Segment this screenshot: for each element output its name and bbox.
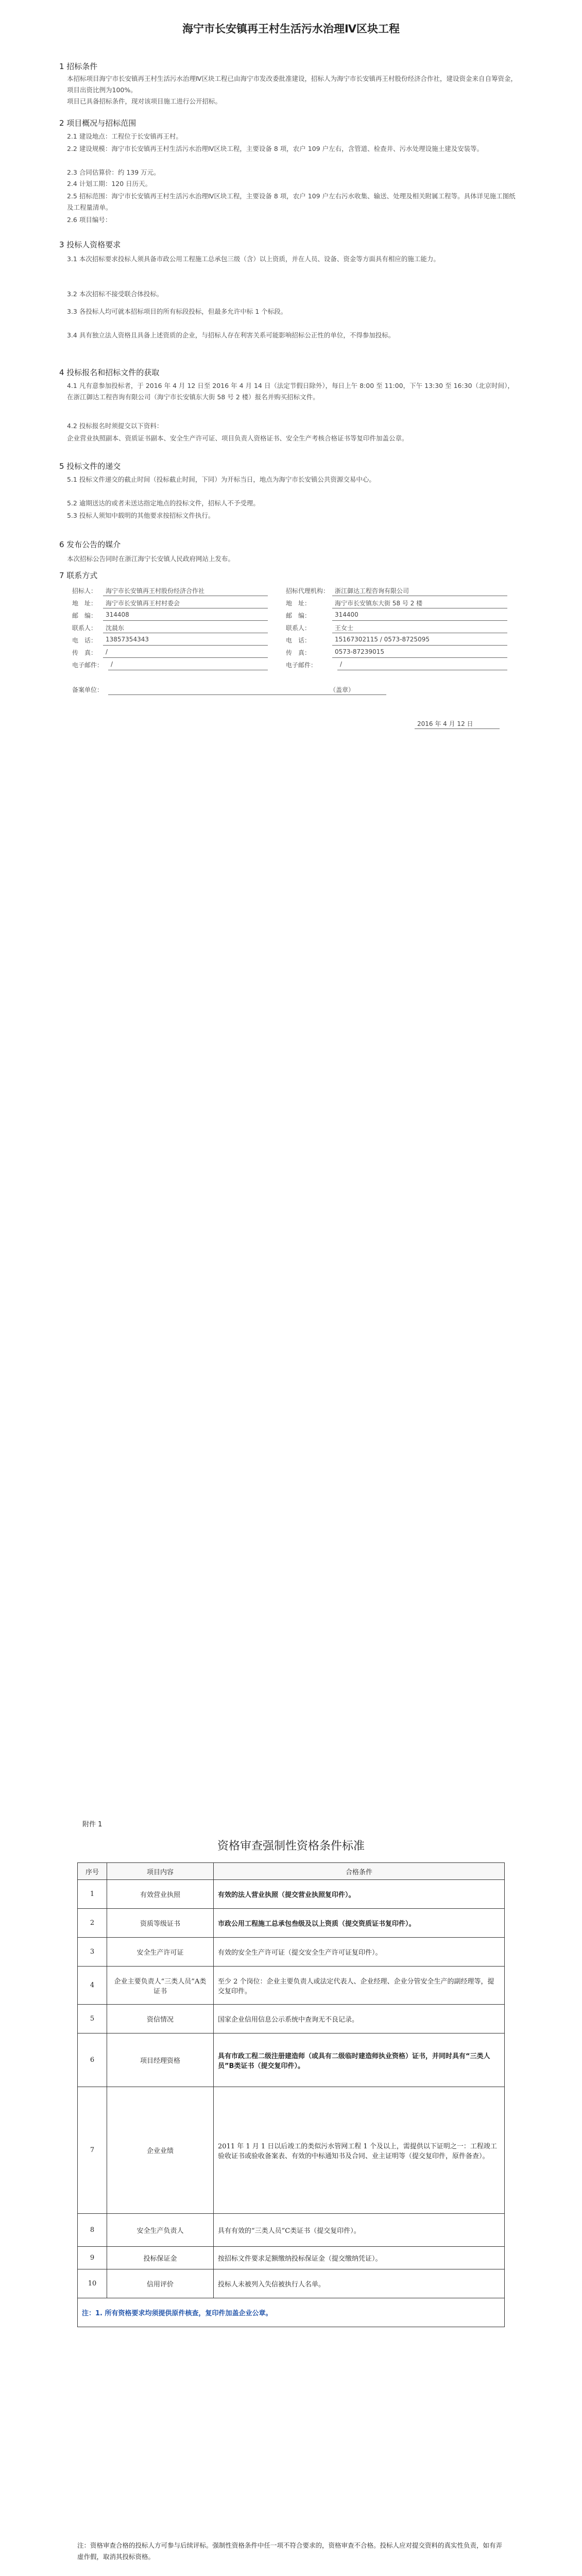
cell-item: 信用评价 [107, 2269, 214, 2298]
cell-item: 安全生产许可证 [107, 1938, 214, 1967]
section-5-text-2: 5.2 逾期送达的或者未送达指定地点的投标文件，招标人不予受理。 [67, 499, 260, 507]
table-row [78, 1880, 505, 1909]
cell-condition: 按招标文件要求足额缴纳投标保证金（提交缴纳凭证）。 [214, 2247, 505, 2269]
table-header-row [78, 1863, 505, 1880]
section-3-heading: 3 投标人资格要求 [59, 240, 121, 249]
header-cell: 序号 [78, 1863, 107, 1880]
cell-condition: 具有市政工程二级注册建造师（或具有二级临时建造师执业资格）证书，并同时具有“三类人员”B类证书（提交复印件）。 [214, 2033, 505, 2087]
cell-item: 资信情况 [107, 2005, 214, 2033]
section-1-text-2: 项目已具备招标条件，现对该项目施工进行公开招标。 [67, 97, 222, 105]
cell-no: 9 [78, 2247, 107, 2269]
contact-label: 电 话： [72, 637, 97, 644]
section-2-item: 2.1 建设地点：工程位于长安镇再王村。 [67, 132, 182, 140]
cell-condition: 至少 2 个岗位：企业主要负责人或法定代表人、企业经理、企业分管安全生产的副经理等，提交复印件。 [214, 1967, 505, 2005]
cell-condition: 国家企业信用信息公示系统中查询无不良记录。 [214, 2005, 505, 2033]
cell-condition: 投标人未被列入失信被执行人名单。 [214, 2269, 505, 2298]
table-row [78, 2087, 505, 2214]
section-5-heading: 5 投标文件的递交 [59, 462, 121, 471]
contact-label: 电子邮件： [286, 662, 317, 669]
contact-value: 海宁市长安镇东大街 58 号 2 楼 [335, 600, 423, 607]
contact-value: 海宁市长安镇再王村股份经济合作社 [106, 587, 205, 595]
cell-item: 企业主要负责人“三类人员”A类证书 [107, 1967, 214, 2005]
section-2-item: 2.2 建设规模：海宁市长安镇再王村生活污水治理Ⅳ区块工程，主要设备 8 项，农户 109 户左右，含管道、检查井、污水处理设施土建及安装等。 [67, 145, 484, 152]
contact-value: / [340, 660, 343, 668]
cell-condition: 有效的安全生产许可证（提交安全生产许可证复印件）。 [214, 1938, 505, 1967]
cell-no: 4 [78, 1967, 107, 2005]
contact-value: 沈晨东 [106, 624, 125, 632]
cell-condition: 市政公用工程施工总承包叁级及以上资质（提交资质证书复印件）。 [214, 1909, 505, 1938]
section-7-heading: 7 联系方式 [59, 571, 98, 580]
cell-condition: 2011 年 1 月 1 日以后竣工的类似污水管网工程 1 个及以上，需提供以下证明之一：工程竣工验收证书或验收备案表、有效的中标通知书及合同、业主证明等（提交复印件，原件备查）。 [214, 2087, 505, 2214]
appendix-label: 附件 1 [82, 1821, 102, 1828]
contact-label: 传 真： [72, 649, 97, 656]
contact-value: 13857354343 [106, 636, 149, 643]
contact-label: 地 址： [286, 600, 311, 607]
contact-value: / [111, 660, 113, 668]
section-4-heading: 4 投标报名和招标文件的获取 [59, 368, 160, 377]
section-3-item: 3.3 各投标人均可就本招标项目的所有标段投标，但最多允许中标 1 个标段。 [67, 308, 287, 315]
cell-no: 8 [78, 2214, 107, 2247]
section-3-item: 3.2 本次招标不接受联合体投标。 [67, 290, 163, 298]
section-6-text: 本次招标公告同时在浙江海宁长安镇人民政府网站上发布。 [67, 555, 235, 563]
cell-item: 资质等级证书 [107, 1909, 214, 1938]
section-5-text: 5.1 投标文件递交的截止时间（投标截止时间，下同）为开标当日，地点为海宁市长安镇公共资源交易中心。 [67, 476, 375, 483]
table-row [78, 2005, 505, 2033]
cell-no: 3 [78, 1938, 107, 1967]
section-2-heading: 2 项目概况与招标范围 [59, 118, 136, 128]
cell-no: 6 [78, 2033, 107, 2087]
cell-no: 5 [78, 2005, 107, 2033]
contact-label: 电子邮件： [72, 662, 104, 669]
contact-value: 王女士 [335, 624, 354, 632]
header-cell: 项目内容 [107, 1863, 214, 1880]
contact-label: 招标人： [72, 587, 97, 595]
table-row [78, 1938, 505, 1967]
cell-no: 10 [78, 2269, 107, 2298]
table-row [78, 2247, 505, 2269]
contact-label: 招标代理机构： [286, 587, 330, 595]
section-4-text: 4.1 凡有意参加投标者，于 2016 年 4 月 12 日至 2016 年 4 月 14 日（法定节假日除外），每日上午 8:00 至 11:00，下午 13:30 至 16:30（北京时间），在浙江御达工程咨询有限公司（海宁市长安镇东大街 58 号 2 楼）报名并购买招标文件。 [67, 382, 514, 401]
cell-no: 1 [78, 1880, 107, 1909]
section-3-item: 3.1 本次招标要求投标人须具备市政公用工程施工总承包三级（含）以上资质，并在人员、设备、资金等方面具有相应的施工能力。 [67, 255, 440, 263]
section-2-item: 2.3 合同估算价：约 139 万元。 [67, 168, 160, 176]
table-row [78, 2269, 505, 2298]
signing-date: 2016 年 4 月 12 日 [417, 720, 473, 727]
page-title: 海宁市长安镇再王村生活污水治理Ⅳ区块工程 [182, 23, 400, 35]
contact-value: 浙江御达工程咨询有限公司 [335, 587, 409, 595]
cell-no: 2 [78, 1909, 107, 1938]
contact-value: 314408 [106, 611, 129, 618]
section-2-item: 2.6 项目编号： [67, 216, 112, 224]
table-row [78, 2214, 505, 2247]
contact-value: 0573-87239015 [335, 648, 384, 655]
contact-label: 地 址： [72, 600, 97, 607]
table-footnote: 注：1. 所有资格要求均须提供原件核查，复印件加盖企业公章。 [78, 2298, 505, 2327]
contact-label: 邮 编： [286, 612, 311, 619]
contact-value: / [106, 648, 108, 655]
record-label: 备案单位： [72, 686, 104, 693]
record-stamp-text: （盖章） [330, 686, 355, 693]
section-6-heading: 6 发布公告的媒介 [59, 540, 121, 549]
table-row [78, 1967, 505, 2005]
table-row [78, 2033, 505, 2087]
cell-condition: 具有有效的“三类人员”C类证书（提交复印件）。 [214, 2214, 505, 2247]
section-3-item: 3.4 具有独立法人资格且具备上述资质的企业，与招标人存在利害关系可能影响招标公正性的单位，不得参加投标。 [67, 331, 395, 339]
appendix-note: 注：资格审查合格的投标人方可参与后续评标。强制性资格条件中任一项不符合要求的，资格审查不合格。投标人应对提交资料的真实性负责，如有弄虚作假，取消其投标资格。 [77, 2541, 503, 2561]
section-1-heading: 1 招标条件 [59, 62, 98, 71]
section-4-text-2: 4.2 投标报名时须提交以下资料： [67, 422, 163, 430]
cell-item: 安全生产负责人 [107, 2214, 214, 2247]
contact-label: 联系人： [286, 624, 311, 632]
requirements-table [77, 1862, 505, 2327]
appendix-title: 资格审查强制性资格条件标准 [217, 1840, 365, 1853]
cell-condition: 有效的法人营业执照（提交营业执照复印件）。 [214, 1880, 505, 1909]
contact-label: 电 话： [286, 637, 311, 644]
section-2-item: 2.4 计划工期：120 日历天。 [67, 180, 152, 188]
contact-label: 联系人： [72, 624, 97, 632]
header-cell: 合格条件 [214, 1863, 505, 1880]
table-row [78, 1909, 505, 1938]
contact-label: 传 真： [286, 649, 311, 656]
contact-label: 邮 编： [72, 612, 97, 619]
contact-value: 15167302115 / 0573-8725095 [335, 636, 430, 643]
cell-item: 企业业绩 [107, 2087, 214, 2214]
cell-no: 7 [78, 2087, 107, 2214]
table-footnote-row [78, 2298, 505, 2327]
section-2-item: 2.5 招标范围：海宁市长安镇再王村生活污水治理Ⅳ区块工程，主要设备 8 项，农户 109 户左右污水收集、输送、处理及相关附属工程等。具体详见施工图纸及工程量清单。 [67, 192, 516, 211]
contact-value: 海宁市长安镇再王村村委会 [106, 600, 180, 607]
cell-item: 有效营业执照 [107, 1880, 214, 1909]
cell-item: 投标保证金 [107, 2247, 214, 2269]
section-4-text-3: 企业营业执照副本、资质证书副本、安全生产许可证、项目负责人资格证书、安全生产考核合格证书等复印件加盖公章。 [67, 434, 408, 442]
cell-item: 项目经理资格 [107, 2033, 214, 2087]
section-5-text-3: 5.3 投标人须知中载明的其他要求按招标文件执行。 [67, 512, 215, 519]
section-1-text: 本招标项目海宁市长安镇再王村生活污水治理Ⅳ区块工程已由海宁市发改委批准建设，招标人为海宁市长安镇再王村股份经济合作社，建设资金来自自筹资金，项目出资比例为100%。 [67, 75, 518, 94]
contact-value: 314400 [335, 611, 358, 618]
